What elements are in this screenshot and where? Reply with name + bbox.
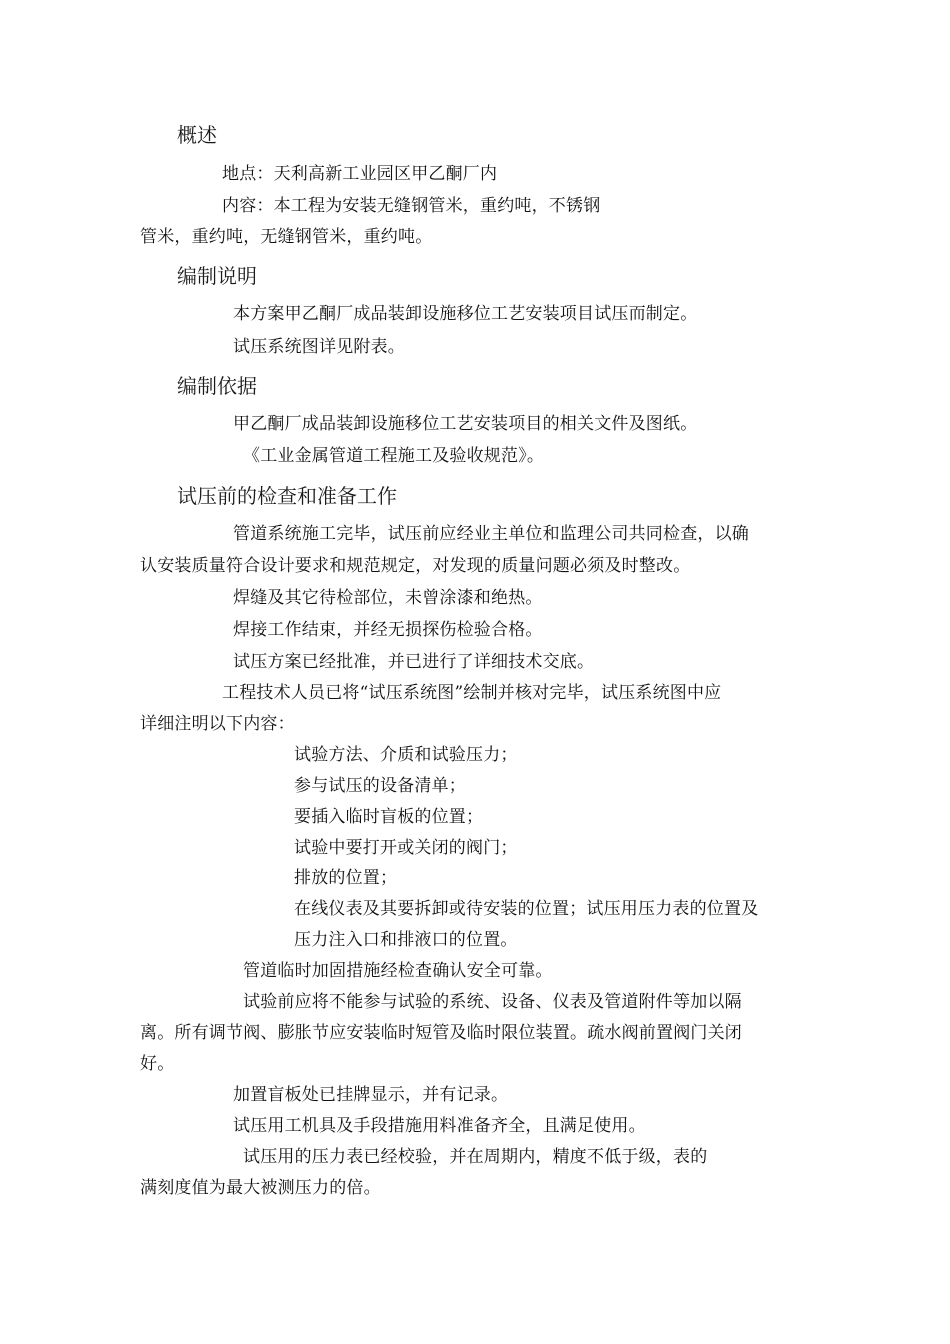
pre-test-p7-line3: 好。 [140, 1054, 175, 1074]
list-item: 在线仪表及其要拆卸或待安装的位置；试压用压力表的位置及 [294, 899, 759, 919]
pre-test-p4: 试压方案已经批准，并已进行了详细技术交底。 [233, 652, 595, 672]
pre-test-p1-line1: 管道系统施工完毕，试压前应经业主单位和监理公司共同检查，以确 [233, 524, 749, 544]
list-item: 试验方法、介质和试验压力； [294, 745, 518, 765]
pre-test-p2: 焊缝及其它待检部位，未曾涂漆和绝热。 [233, 588, 543, 608]
list-item: 排放的位置； [294, 868, 398, 888]
compilation-basis-line1: 甲乙酮厂成品装卸设施移位工艺安装项目的相关文件及图纸。 [233, 414, 698, 434]
list-item: 试验中要打开或关闭的阀门； [294, 838, 518, 858]
overview-content-line2: 管米，重约吨，无缝钢管米，重约吨。 [140, 227, 433, 247]
section-title-compilation-notes: 编制说明 [177, 264, 257, 288]
pre-test-p10-line1: 试压用的压力表已经校验，并在周期内，精度不低于级，表的 [243, 1147, 708, 1167]
pre-test-p7-line2: 离。所有调节阀、膨胀节应安装临时短管及临时限位装置。疏水阀前置阀门关闭 [140, 1023, 742, 1043]
pre-test-p10-line2: 满刻度值为最大被测压力的倍。 [140, 1178, 381, 1198]
compilation-notes-line2: 试压系统图详见附表。 [233, 337, 405, 357]
pre-test-p9: 试压用工机具及手段措施用料准备齐全，且满足使用。 [233, 1116, 646, 1136]
compilation-basis-line2: 《工业金属管道工程施工及验收规范》。 [243, 446, 545, 466]
pre-test-p5-line2: 详细注明以下内容： [140, 714, 295, 734]
pre-test-p3: 焊接工作结束，并经无损探伤检验合格。 [233, 620, 543, 640]
pre-test-p6: 管道临时加固措施经检查确认安全可靠。 [243, 961, 553, 981]
list-item: 压力注入口和排液口的位置。 [294, 930, 518, 950]
overview-location: 地点：天利高新工业园区甲乙酮厂内 [222, 164, 498, 184]
pre-test-p5-line1: 工程技术人员已将“试压系统图”绘制并核对完毕，试压系统图中应 [222, 683, 722, 703]
pre-test-p8: 加置盲板处已挂牌显示，并有记录。 [233, 1085, 509, 1105]
section-title-pre-test: 试压前的检查和准备工作 [177, 484, 397, 508]
compilation-notes-line1: 本方案甲乙酮厂成品装卸设施移位工艺安装项目试压而制定。 [233, 304, 698, 324]
pre-test-p7-line1: 试验前应将不能参与试验的系统、设备、仪表及管道附件等加以隔 [243, 992, 742, 1012]
list-item: 要插入临时盲板的位置； [294, 807, 484, 827]
list-item: 参与试压的设备清单； [294, 776, 466, 796]
overview-content-line1: 内容：本工程为安装无缝钢管米，重约吨，不锈钢 [222, 196, 601, 216]
section-title-overview: 概述 [177, 123, 217, 147]
pre-test-p1-line2: 认安装质量符合设计要求和规范规定，对发现的质量问题必须及时整改。 [140, 556, 691, 576]
section-title-compilation-basis: 编制依据 [177, 374, 257, 398]
